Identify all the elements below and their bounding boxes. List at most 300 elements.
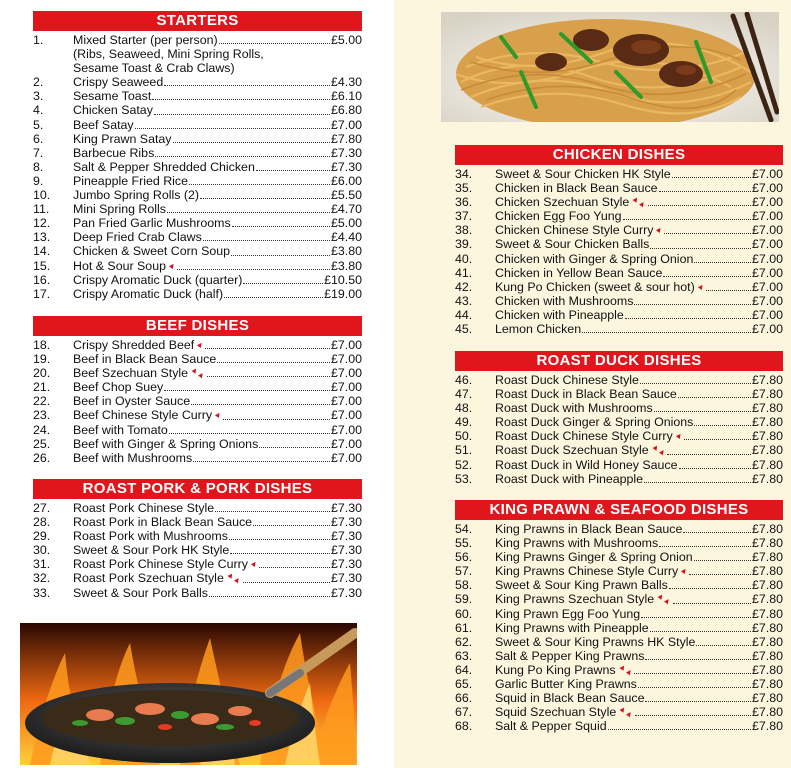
item-list-beef [33,338,362,465]
item-price: £7.00 [751,322,783,337]
item-description: Sesame Toast & Crab Claws) [73,61,235,76]
item-name: Chicken & Sweet Corn Soup [73,244,231,259]
item-list-starters [33,33,362,301]
menu-item [455,705,783,719]
item-price: £3.80 [330,258,362,273]
menu-item [455,536,783,550]
item-price: £7.00 [330,422,362,437]
item-name: Sesame Toast [73,89,152,104]
menu-item [33,89,362,103]
item-price: £7.80 [751,691,783,706]
item-name: Chicken with Pineapple [495,307,624,322]
menu-item [455,564,783,578]
item-number: 46. [455,373,473,387]
menu-item [33,132,362,146]
menu-item [33,586,362,600]
dot-leader [205,348,330,349]
dot-leader [224,297,323,298]
item-name: Roast Duck in Wild Honey Sauce [495,457,678,472]
dot-leader [679,468,751,469]
item-number: 20. [33,366,51,381]
item-number: 68. [455,719,473,734]
item-name: Crispy Seaweed [73,75,164,90]
item-price: £7.80 [751,620,783,635]
menu-item [33,543,362,557]
chili-pepper-icon: ▲▲ [617,703,636,721]
wok-photo [20,623,357,765]
chili-pepper-icon: ▲ [678,564,691,577]
dot-leader [191,404,330,405]
item-number: 3. [33,89,44,104]
item-price: £7.00 [330,394,362,409]
item-name: Roast Pork Szechuan Style [73,571,224,586]
item-price: £7.00 [330,338,362,352]
item-number: 29. [33,529,51,544]
dot-leader [689,574,751,575]
item-number: 41. [455,265,473,280]
item-price: £7.80 [751,719,783,734]
item-name: Chicken Egg Foo Yung [495,209,622,224]
chili-pepper-icon: ▲▲ [655,590,674,608]
item-price: £7.30 [330,529,362,544]
item-name: Beef Satay [73,117,134,132]
menu-item [455,266,783,280]
item-list-pork [33,501,362,600]
item-price: £7.80 [751,415,783,430]
chili-pepper-icon: ▲ [166,259,179,272]
item-price: £7.00 [751,251,783,266]
section-title-seafood: KING PRAWN & SEAFOOD DISHES [455,500,783,520]
item-number: 37. [455,209,473,224]
menu-item [33,146,362,160]
menu-item [455,607,783,621]
dot-leader [207,376,330,377]
item-number: 48. [455,401,473,416]
menu-item [455,373,783,387]
item-number: 47. [455,387,473,402]
item-price: £10.50 [324,272,362,287]
dot-leader [673,603,751,604]
item-name: King Prawns in Black Bean Sauce [495,522,683,536]
dot-leader [641,617,751,618]
dot-leader [164,390,330,391]
item-price: £7.00 [330,436,362,451]
item-name: Salt & Pepper Shredded Chicken [73,159,255,174]
menu-item [33,174,362,188]
item-name: Beef Chinese Style Curry [73,408,213,423]
menu-item [455,472,783,486]
item-number: 40. [455,251,473,266]
menu-item [455,415,783,429]
menu-item [455,209,783,223]
item-number: 38. [455,223,473,238]
item-list-duck [455,373,783,486]
section-title-chicken: CHICKEN DISHES [455,145,783,165]
item-name: Deep Fried Crab Claws [73,230,202,245]
chili-pepper-icon: ▲▲ [225,569,244,587]
item-price: £5.00 [330,33,362,47]
menu-item [33,338,362,352]
chili-pepper-icon: ▲▲ [189,364,208,382]
dot-leader [634,673,751,674]
dot-leader [654,411,751,412]
menu-item [455,195,783,209]
item-price: £19.00 [324,286,362,301]
dot-leader [193,461,330,462]
item-name: Barbecue Ribs [73,145,155,160]
item-price: £6.10 [330,89,362,104]
item-name: King Prawns Szechuan Style [495,592,655,607]
item-price: £7.80 [751,606,783,621]
item-number: 58. [455,578,473,593]
item-price: £4.70 [330,202,362,217]
item-number: 21. [33,380,51,395]
dot-leader [694,560,751,561]
item-number: 15. [33,258,51,273]
item-number: 33. [33,585,51,600]
dot-leader [645,659,751,660]
item-name: King Prawns with Mushrooms [495,536,659,551]
item-number: 34. [455,167,473,181]
item-name: Mixed Starter (per person) [73,33,218,47]
item-name: Pan Fried Garlic Mushrooms [73,216,231,231]
item-price: £7.80 [751,429,783,444]
dot-leader [189,184,330,185]
menu-item [33,103,362,117]
item-price: £4.30 [330,75,362,90]
dot-leader [634,304,751,305]
dot-leader [664,233,751,234]
menu-item [455,522,783,536]
item-number: 60. [455,606,473,621]
item-name: Roast Duck Chinese Style Curry [495,429,673,444]
item-name: Beef with Mushrooms [73,450,193,465]
menu-item [455,181,783,195]
item-number: 67. [455,705,473,720]
dot-leader [667,454,751,455]
section-title-beef: BEEF DISHES [33,316,362,336]
item-price: £7.80 [751,662,783,677]
item-price: £7.30 [330,557,362,572]
menu-item [455,635,783,649]
menu-item [33,571,362,585]
dot-leader [217,362,330,363]
item-number: 64. [455,662,473,677]
item-price: £7.80 [751,443,783,458]
menu-item [455,458,783,472]
item-price: £7.00 [330,352,362,367]
item-number: 65. [455,677,473,692]
item-price: £7.30 [330,159,362,174]
noodle-photo [441,12,779,122]
item-name: Crispy Aromatic Duck (quarter) [73,272,243,287]
item-number: 4. [33,103,44,118]
item-number: 22. [33,394,51,409]
dot-leader [177,269,330,270]
menu-item [33,160,362,174]
item-name: Beef Chop Suey [73,380,164,395]
dot-leader [243,582,330,583]
item-number: 28. [33,515,51,530]
item-number: 8. [33,159,44,174]
item-price: £7.00 [751,293,783,308]
menu-item [455,649,783,663]
item-number: 59. [455,592,473,607]
item-number: 11. [33,202,50,217]
dot-leader [154,114,330,115]
item-number: 16. [33,272,51,287]
item-number: 36. [455,195,473,210]
item-number: 18. [33,338,51,352]
item-price: £7.80 [751,564,783,579]
item-price: £7.80 [751,578,783,593]
menu-item [33,230,362,244]
menu-item [455,167,783,181]
menu-item [33,408,362,422]
item-price: £6.00 [330,173,362,188]
menu-item [33,366,362,380]
noodle-illustration [441,12,779,122]
chili-pepper-icon: ▲▲ [649,441,668,459]
dot-leader [152,99,330,100]
item-price: £3.80 [330,244,362,259]
dot-leader [155,156,330,157]
item-number: 25. [33,436,51,451]
dot-leader [663,276,751,277]
section-pork [33,479,362,600]
item-list-chicken [455,167,783,336]
item-name: Hot & Sour Soup [73,258,166,273]
item-number: 7. [33,145,44,160]
item-name: Chicken Chinese Style Curry [495,223,654,238]
section-starters [33,11,362,301]
menu-item [455,387,783,401]
item-number: 42. [455,279,473,294]
menu-item [455,663,783,677]
dot-leader [169,433,330,434]
item-price: £7.80 [751,373,783,387]
dot-leader [200,198,330,199]
item-name: Chicken Satay [73,103,153,118]
menu-item [33,244,362,258]
item-price: £7.00 [330,117,362,132]
menu-item [455,550,783,564]
dot-leader [650,248,751,249]
dot-leader [259,567,330,568]
item-number: 9. [33,173,44,188]
item-number: 55. [455,536,473,551]
menu-item [455,223,783,237]
section-seafood [455,500,783,733]
menu-item [455,719,783,733]
dot-leader [135,128,330,129]
item-price: £7.30 [330,585,362,600]
menu-item [455,443,783,457]
item-number: 32. [33,571,51,586]
item-number: 62. [455,634,473,649]
dot-leader [659,546,751,547]
dot-leader [232,226,330,227]
menu-item [455,592,783,606]
item-name: Kung Po Chicken (sweet & sour hot) [495,279,695,294]
menu-item [455,252,783,266]
item-price: £7.30 [330,543,362,558]
menu-item [33,501,362,515]
chili-pepper-icon: ▲ [194,338,207,351]
dot-leader [678,397,751,398]
menu-item [33,437,362,451]
item-number: 66. [455,691,473,706]
item-price: £7.30 [330,571,362,586]
item-name: Chicken in Yellow Bean Sauce [495,265,663,280]
item-number: 35. [455,181,473,196]
item-price: £5.00 [330,216,362,231]
menu-item [455,677,783,691]
dot-leader [253,525,330,526]
item-number: 31. [33,557,51,572]
item-name: Pineapple Fried Rice [73,173,189,188]
item-name: Beef in Oyster Sauce [73,394,191,409]
item-number: 57. [455,564,473,579]
chili-pepper-icon: ▲▲ [630,193,649,211]
item-name: Sweet & Sour Chicken HK Style [495,167,671,181]
item-price: £7.00 [751,307,783,322]
item-number: 30. [33,543,51,558]
item-price: £7.00 [330,366,362,381]
item-name: Garlic Butter King Prawns [495,677,637,692]
menu-item [455,401,783,415]
dot-leader [256,170,330,171]
dot-leader [203,240,330,241]
item-name: Squid Szechuan Style [495,705,617,720]
item-name: Beef Szechuan Style [73,366,189,381]
menu-item [455,429,783,443]
menu-item [33,515,362,529]
item-name: Roast Pork Chinese Style Curry [73,557,248,572]
item-number: 27. [33,501,51,515]
dot-leader [231,255,330,256]
item-name: Chicken Szechuan Style [495,195,630,210]
item-number: 19. [33,352,51,367]
item-price: £7.80 [751,536,783,551]
menu-item [33,423,362,437]
section-title-duck: ROAST DUCK DISHES [455,351,783,371]
item-number: 39. [455,237,473,252]
item-name: Kung Po King Prawns [495,662,616,677]
item-number: 2. [33,75,44,90]
item-name: Beef with Tomato [73,422,168,437]
item-price: £7.00 [330,450,362,465]
dot-leader [640,383,751,384]
dot-leader [582,332,751,333]
item-number: 61. [455,620,473,635]
menu-item [33,188,362,202]
menu-item [455,578,783,592]
menu-item [33,451,362,465]
item-name: Roast Pork with Mushrooms [73,529,228,544]
dot-leader [694,425,751,426]
dot-leader [635,715,751,716]
dot-leader [706,290,751,291]
wok-illustration [20,623,357,765]
menu-item [33,380,362,394]
menu-item [455,308,783,322]
item-name: Beef with Ginger & Spring Onions [73,436,259,451]
item-price: £7.00 [751,195,783,210]
item-name: Roast Duck with Mushrooms [495,401,653,416]
item-number: 45. [455,322,473,337]
item-price: £7.30 [330,501,362,515]
item-name: Lemon Chicken [495,322,582,337]
chili-pepper-icon: ▲ [212,409,225,422]
menu-item [33,287,362,301]
chili-pepper-icon: ▲ [653,224,666,236]
item-number: 14. [33,244,51,259]
menu-item [33,259,362,273]
menu-item [33,118,362,132]
dot-leader [219,43,330,44]
menu-item [455,621,783,635]
item-number: 63. [455,648,473,663]
dot-leader [223,419,330,420]
dot-leader [215,511,330,512]
dot-leader [259,447,330,448]
section-chicken [455,145,783,336]
item-price: £7.00 [751,237,783,252]
item-price: £7.00 [330,380,362,395]
dot-leader [684,439,751,440]
item-price: £7.00 [751,181,783,196]
item-name: Squid in Black Bean Sauce [495,691,645,706]
dot-leader [167,212,330,213]
item-name: Jumbo Spring Rolls (2) [73,188,200,203]
dot-leader [644,482,751,483]
dot-leader [669,588,751,589]
dot-leader [659,191,751,192]
item-price: £7.80 [751,677,783,692]
item-price: £7.80 [751,457,783,472]
dot-leader [164,85,330,86]
item-name: Crispy Aromatic Duck (half) [73,286,224,301]
item-number: 17. [33,286,51,301]
item-number: 50. [455,429,473,444]
item-name: King Prawns Chinese Style Curry [495,564,679,579]
item-number: 51. [455,443,473,458]
dot-leader [608,729,751,730]
chili-pepper-icon: ▲ [248,558,261,570]
item-number: 49. [455,415,473,430]
item-number: 12. [33,216,51,231]
menu-item [455,294,783,308]
item-name: Salt & Pepper Squid [495,719,607,734]
item-name: Roast Duck in Black Bean Sauce [495,387,677,402]
item-number: 6. [33,131,44,146]
item-number: 23. [33,408,51,423]
chili-pepper-icon: ▲▲ [616,661,635,678]
item-price: £7.00 [751,209,783,224]
item-name: Salt & Pepper King Prawns [495,648,645,663]
item-name: Roast Duck Szechuan Style [495,443,649,458]
dot-leader [672,177,751,178]
section-title-pork: ROAST PORK & PORK DISHES [33,479,362,499]
item-number: 1. [33,33,44,47]
item-price: £7.80 [751,401,783,416]
item-number: 5. [33,117,44,132]
item-number: 43. [455,293,473,308]
section-beef [33,316,362,465]
item-name: Beef in Black Bean Sauce [73,352,217,367]
dot-leader [623,219,751,220]
